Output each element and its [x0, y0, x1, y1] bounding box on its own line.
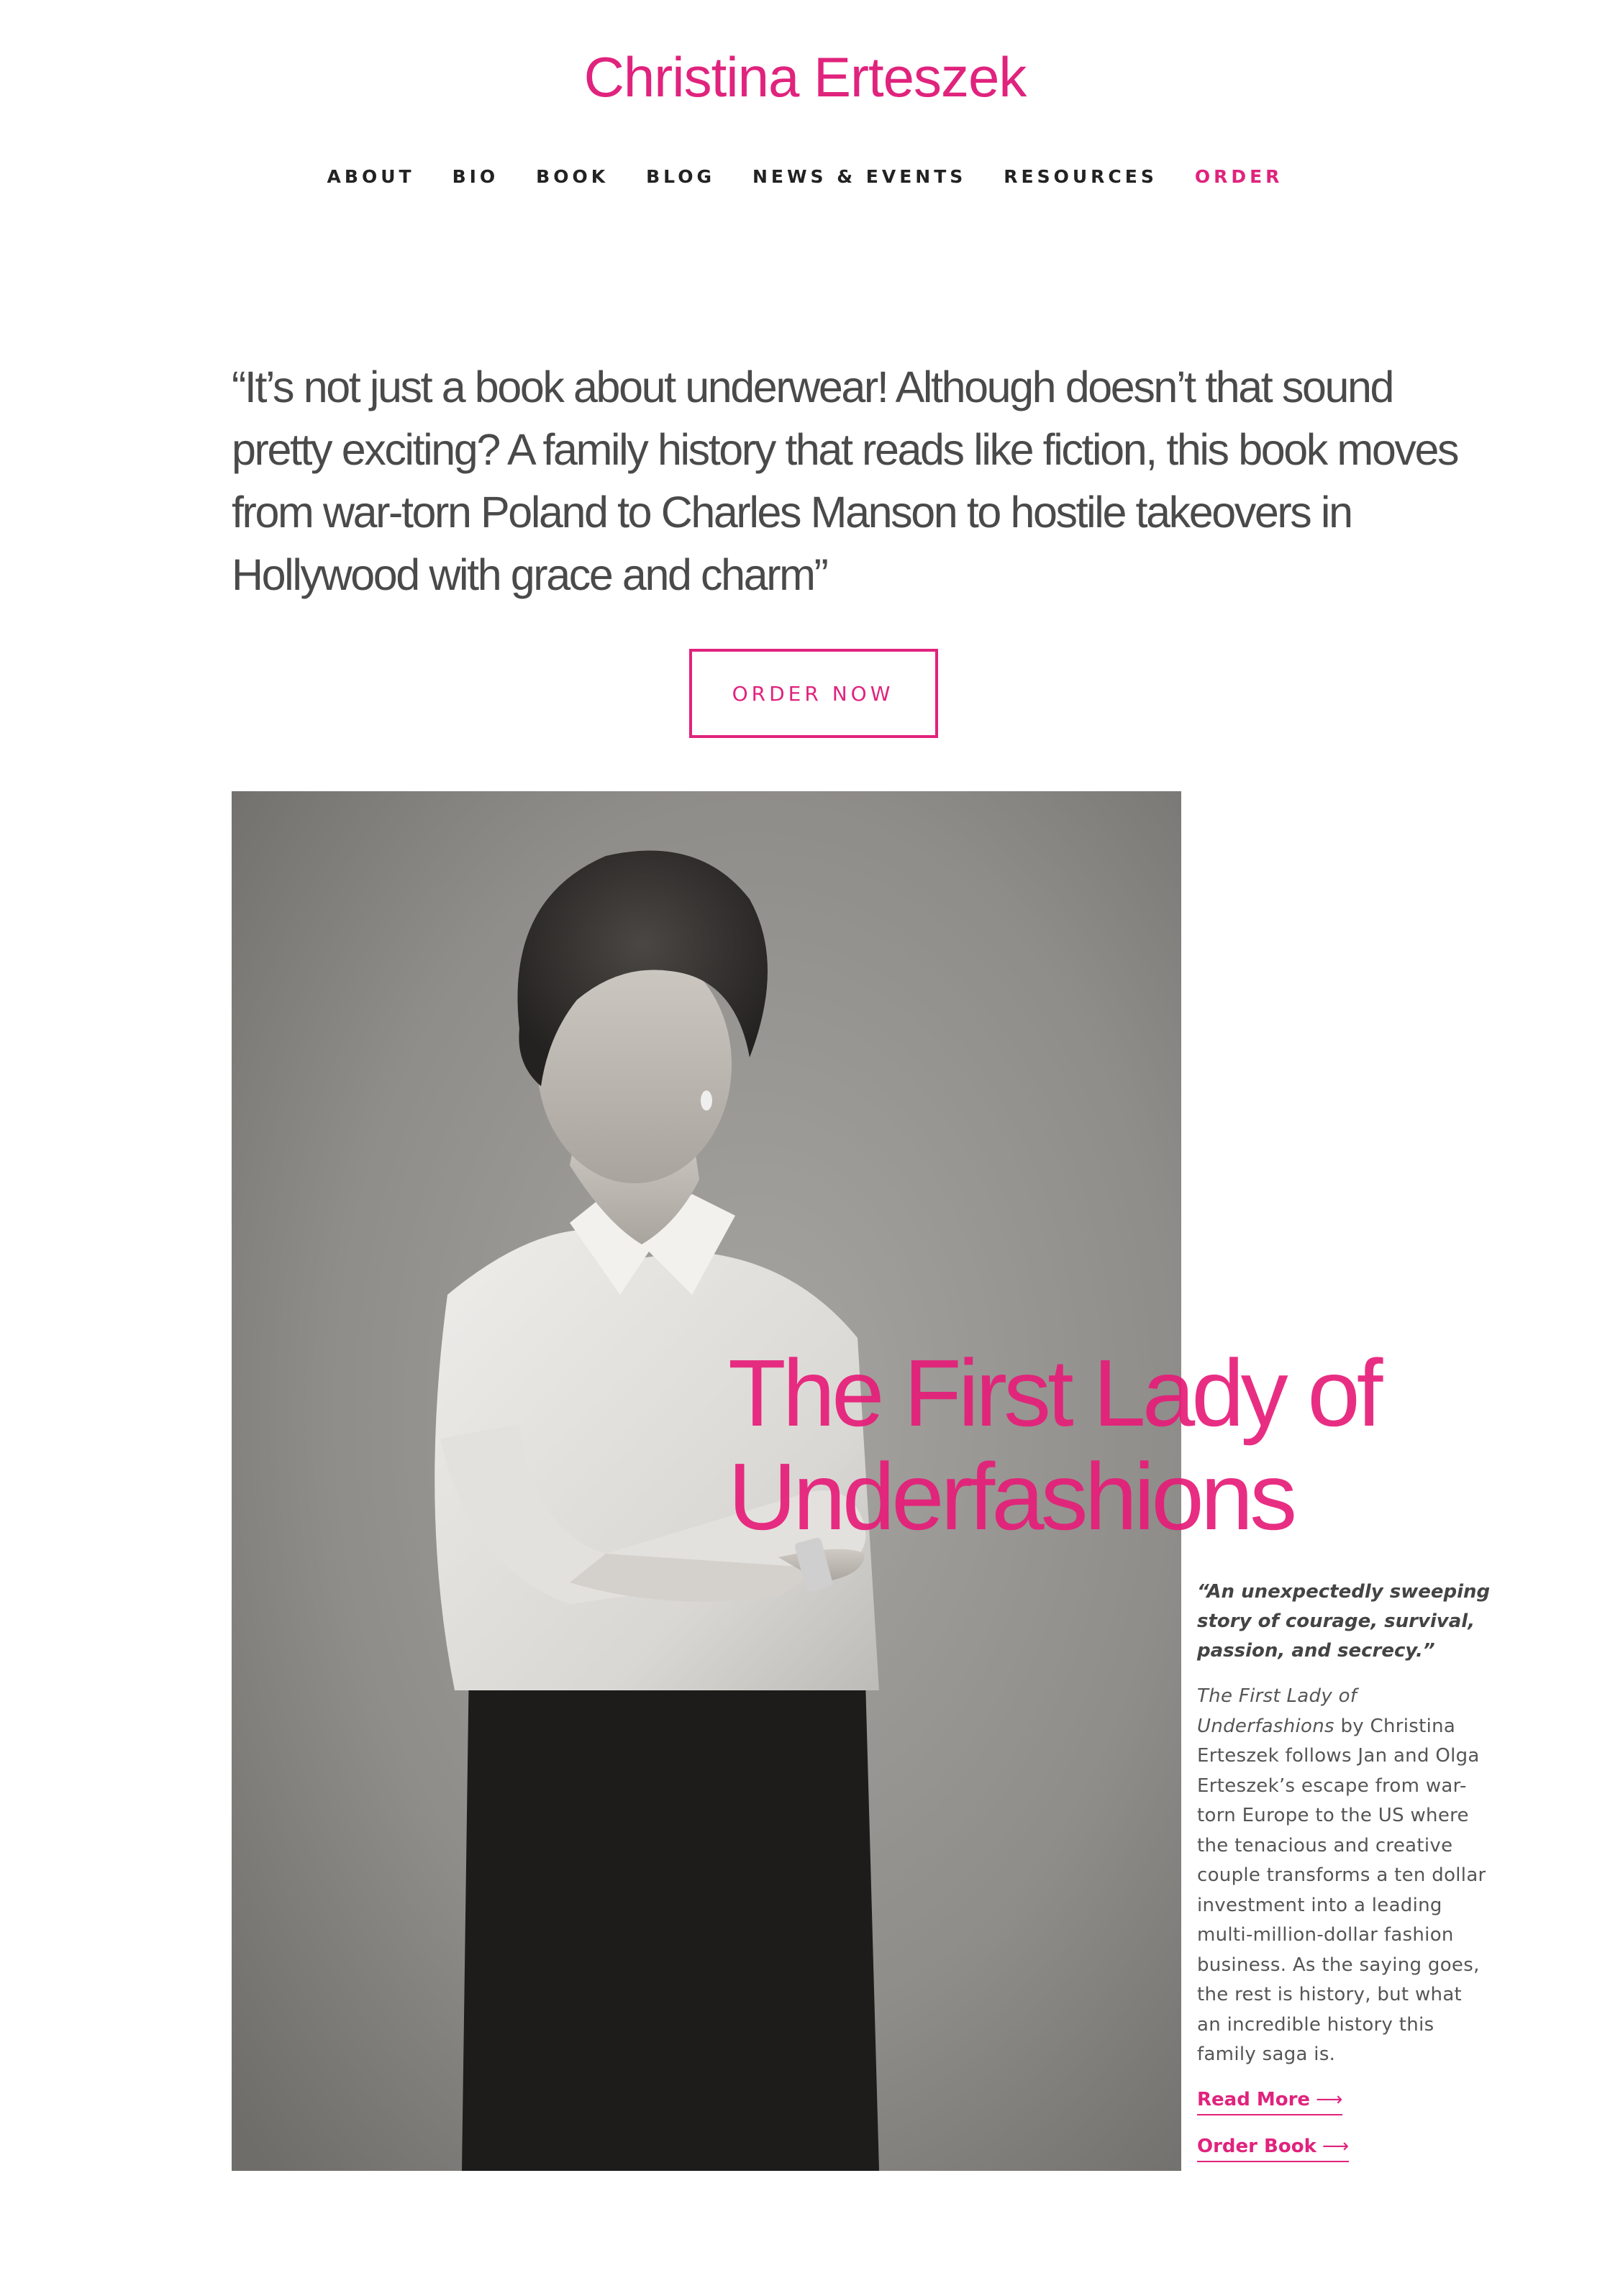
arrow-right-icon: ⟶ [1316, 2088, 1343, 2110]
arrow-right-icon: ⟶ [1322, 2135, 1350, 2157]
nav-resources[interactable]: RESOURCES [1004, 166, 1158, 187]
nav-order[interactable]: ORDER [1194, 166, 1283, 187]
hero-quote: “It’s not just a book about underwear! Although doesn’t that sound pretty exciting? A family history that reads like fiction, this book moves from war-torn Poland to Charles Manson to hostile takeovers in Hollywood with grace and charm” [232, 363, 1458, 599]
main-nav [0, 163, 1610, 191]
order-book-link[interactable] [1197, 2134, 1349, 2162]
nav-bio[interactable]: BIO [452, 166, 499, 187]
nav-about[interactable]: ABOUT [327, 166, 415, 187]
book-summary [1197, 1577, 1491, 2181]
nav-blog[interactable]: BLOG [646, 166, 715, 187]
order-book-label: Order Book [1197, 2135, 1316, 2157]
order-now-button[interactable]: ORDER NOW [689, 649, 938, 738]
site-title[interactable]: Christina Erteszek [583, 45, 1027, 109]
book-description [1197, 1682, 1491, 2070]
book-title: The First Lady of Underfashions [728, 1340, 1380, 1549]
description-book-title: The First Lady of Underfashions [1197, 1685, 1357, 1737]
pull-quote: “An unexpectedly sweeping story of courage, survival, passion, and secrecy.” [1197, 1581, 1491, 1662]
description-text: by Christina Erteszek follows Jan and Olga Erteszek’s escape from war-torn Europe to the US where the tenacious and creative couple transforms a ten dollar investment into a leading multi-million-dollar fashion business. As the saying goes, the rest is history, but what an incredible history this family saga is. [1197, 1715, 1486, 2065]
read-more-link[interactable] [1197, 2087, 1342, 2115]
nav-book[interactable]: BOOK [536, 166, 609, 187]
nav-news-events[interactable]: NEWS & EVENTS [752, 166, 967, 187]
read-more-label: Read More [1197, 2088, 1311, 2110]
